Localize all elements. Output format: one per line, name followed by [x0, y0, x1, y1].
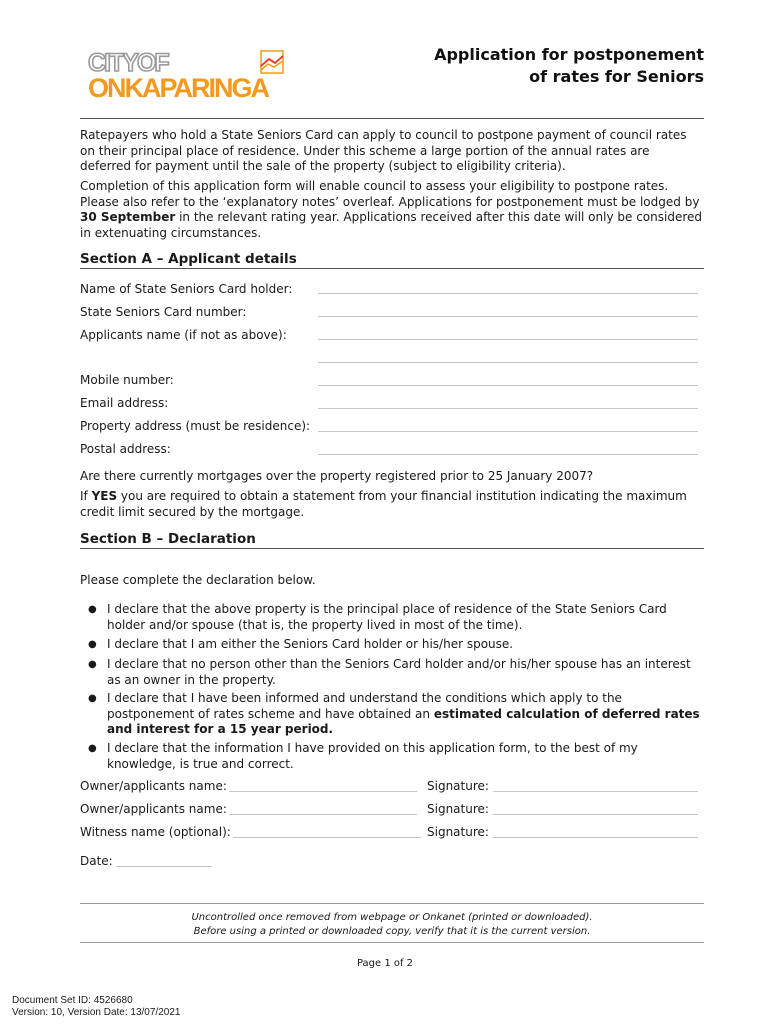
logo-line1: CITYOF: [88, 49, 168, 77]
uncontrolled-note-2: Before using a printed or downloaded copy, verify that it is the current version.: [193, 926, 591, 937]
signature-label-3: Signature:: [427, 825, 489, 839]
email-field[interactable]: [318, 408, 698, 409]
signature-label-1: Signature:: [427, 779, 489, 793]
owner-name-field-1[interactable]: [229, 791, 417, 792]
intro-paragraph-2: [80, 179, 704, 241]
declaration-intro: Please complete the declaration below.: [80, 573, 316, 587]
signature-field-3[interactable]: [493, 837, 698, 838]
card-number-label: State Seniors Card number:: [80, 305, 247, 319]
declaration-4-bold: estimated calculation of deferred rates and interest for a 15 year period.: [107, 706, 700, 736]
postal-address-label: Postal address:: [80, 442, 171, 456]
witness-name-label: Witness name (optional):: [80, 825, 231, 839]
signature-field-2[interactable]: [493, 814, 698, 815]
date-field[interactable]: [116, 866, 212, 867]
holder-name-label: Name of State Seniors Card holder:: [80, 282, 293, 296]
footer-divider-top: [80, 903, 704, 904]
signature-label-2: Signature:: [427, 802, 489, 816]
uncontrolled-note-1: Uncontrolled once removed from webpage or Onkanet (printed or downloaded).: [191, 912, 593, 923]
witness-name-field[interactable]: [233, 837, 421, 838]
holder-name-field[interactable]: [318, 293, 698, 294]
owner-name-label-2: Owner/applicants name:: [80, 802, 227, 816]
signature-field-1[interactable]: [493, 791, 698, 792]
logo-line2: ONKAPARINGA: [88, 73, 268, 103]
section-a-divider: [80, 268, 704, 269]
declaration-2: I declare that I am either the Seniors Card holder or his/her spouse.: [107, 637, 514, 651]
owner-name-field-2[interactable]: [229, 814, 417, 815]
deadline-text: 30 September: [80, 210, 176, 224]
mortgage-instruction: [80, 489, 704, 520]
mortgage-yes-text: YES: [91, 489, 118, 503]
mortgage-question: Are there currently mortgages over the property registered prior to 25 January 2007?: [80, 469, 594, 483]
form-title: [384, 44, 704, 88]
mortgage-instruction-text: you are required to obtain a statement from your financial institution indicating the maximum credit limit secured by the mortgage.: [80, 489, 687, 519]
applicant-name-label: Applicants name (if not as above):: [80, 328, 287, 342]
bullet-icon: ●: [88, 693, 97, 704]
property-address-field[interactable]: [318, 431, 698, 432]
card-number-field[interactable]: [318, 316, 698, 317]
declaration-4: [107, 691, 707, 738]
postal-address-field[interactable]: [318, 454, 698, 455]
header-divider: [80, 118, 704, 119]
council-logo: [88, 50, 303, 106]
declaration-5: I declare that the information I have provided on this application form, to the best of my knowledge, is true and correct.: [107, 741, 638, 771]
document-version: Version: 10, Version Date: 13/07/2021: [12, 1007, 181, 1018]
applicant-name-field-2[interactable]: [318, 362, 698, 363]
applicant-name-field[interactable]: [318, 339, 698, 340]
owner-name-label-1: Owner/applicants name:: [80, 779, 227, 793]
date-label: Date:: [80, 854, 113, 868]
logo-emblem-icon: [260, 50, 284, 74]
document-set-id: Document Set ID: 4526680: [12, 995, 133, 1006]
property-address-label: Property address (must be residence):: [80, 419, 311, 433]
bullet-icon: ●: [88, 659, 97, 670]
intro-paragraph-1: Ratepayers who hold a State Seniors Card can apply to council to postpone payment of council rates on their principal place of residence. Under this scheme a large portion of the annual rates are deferred for payment until the sale of the property (subject to eligibility criteria).: [80, 128, 687, 173]
bullet-icon: ●: [88, 743, 97, 754]
section-a-heading: Section A – Applicant details: [80, 251, 297, 267]
footer-divider-bottom: [80, 942, 704, 943]
bullet-icon: ●: [88, 604, 97, 615]
page-number: Page 1 of 2: [356, 958, 414, 969]
section-b-heading: Section B – Declaration: [80, 531, 256, 547]
bullet-icon: ●: [88, 639, 97, 650]
email-label: Email address:: [80, 396, 169, 410]
mobile-field[interactable]: [318, 385, 698, 386]
declaration-3: I declare that no person other than the Seniors Card holder and/or his/her spouse has an interest as an owner in the property.: [107, 657, 691, 687]
intro-p2-text-cont: in the relevant rating year. Applications received after this date will only be considered in extenuating circumstances.: [80, 210, 702, 240]
mortgage-if-text: If: [80, 489, 92, 503]
declaration-4-text: I declare that I have been informed and understand the conditions which apply to the postponement of rates scheme and have obtained an: [107, 691, 622, 721]
section-b-divider: [80, 548, 704, 549]
declaration-1: I declare that the above property is the principal place of residence of the State Seniors Card holder and/or spouse (that is, the property lived in most of the time).: [107, 602, 667, 632]
title-line1: Application for postponement: [434, 45, 704, 64]
mobile-label: Mobile number:: [80, 373, 174, 387]
title-line2: of rates for Seniors: [529, 67, 704, 86]
intro-p2-text: Completion of this application form will enable council to assess your eligibility to postpone rates. Please also refer to the ‘explanatory notes’ overleaf. Applications for postponement must be lodged by: [80, 179, 700, 209]
